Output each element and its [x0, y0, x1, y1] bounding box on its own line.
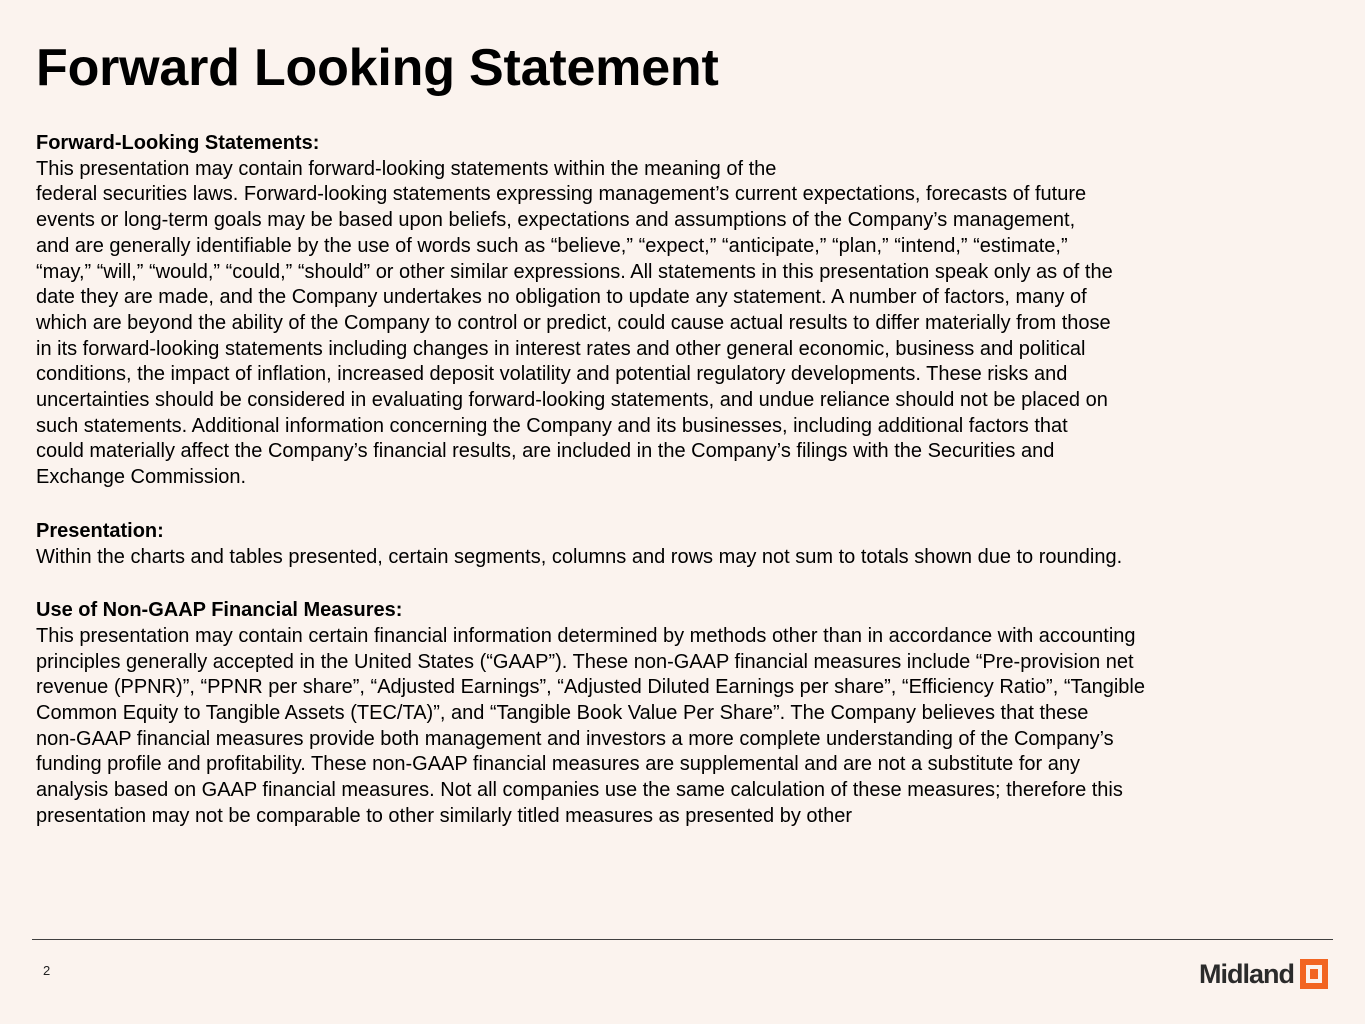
section-forward-looking-statements [36, 131, 1246, 491]
section-non-gaap-measures [36, 598, 1246, 829]
disclaimer-content [36, 131, 1246, 830]
logo-wordmark: Midland [1199, 959, 1294, 989]
section-heading: Use of Non-GAAP Financial Measures: [36, 599, 403, 622]
section-body: This presentation may contain certain financial information determined by methods other than in accordance with accounting principles generally accepted in the United States (“GAAP”). These non-GAAP financial measures include “Pre-provision net revenue (PPNR)”, “PPNR per share”, “Adjusted Earnings”, “Adjusted Diluted Earnings per share”, “Efficiency Ratio”, “Tangible Common Equity to Tangible Assets (TEC/TA)”, and “Tangible Book Value Per Share”. The Company believes that these non-GAAP financial measures provide both management and investors a more complete understanding of the Company’s funding profile and profitability. These non-GAAP financial measures are supplemental and are not a substitute for any analysis based on GAAP financial measures. Not all companies use the same calculation of these measures; therefore this presentation may not be comparable to other similarly titled measures as presented by other [36, 624, 1145, 827]
slide-title: Forward Looking Statement [36, 39, 719, 97]
page-number: 2 [43, 963, 51, 978]
section-presentation [36, 519, 1246, 570]
section-heading: Presentation: [36, 519, 164, 542]
section-body: This presentation may contain forward-looking statements within the meaning of the federal securities laws. Forward-looking statements expressing management’s current expectations, forecasts of future events or long-term goals may be based upon beliefs, expectations and assumptions of the Company’s management, and are generally identifiable by the use of words such as “believe,” “expect,” “anticipate,” “plan,” “intend,” “estimate,” “may,” “will,” “would,” “could,” “should” or other similar expressions. All statements in this presentation speak only as of the date they are made, and the Company undertakes no obligation to update any statement. A number of factors, many of which are beyond the ability of the Company to control or predict, could cause actual results to differ materially from those in its forward-looking statements including changes in interest rates and other general economic, business and political conditions, the impact of inflation, increased deposit volatility and potential regulatory developments. These risks and uncertainties should be considered in evaluating forward-looking statements, and undue reliance should not be placed on such statements. Additional information concerning the Company and its businesses, including additional factors that could materially affect the Company’s financial results, are included in the Company’s filings with the Securities and Exchange Commission. [36, 157, 1113, 489]
midland-logo [1199, 958, 1328, 990]
midland-square-logo-icon [1300, 959, 1328, 989]
section-body: Within the charts and tables presented, certain segments, columns and rows may not sum to totals shown due to rounding. [36, 545, 1123, 568]
section-heading: Forward-Looking Statements: [36, 132, 320, 154]
footer-divider [32, 939, 1333, 940]
